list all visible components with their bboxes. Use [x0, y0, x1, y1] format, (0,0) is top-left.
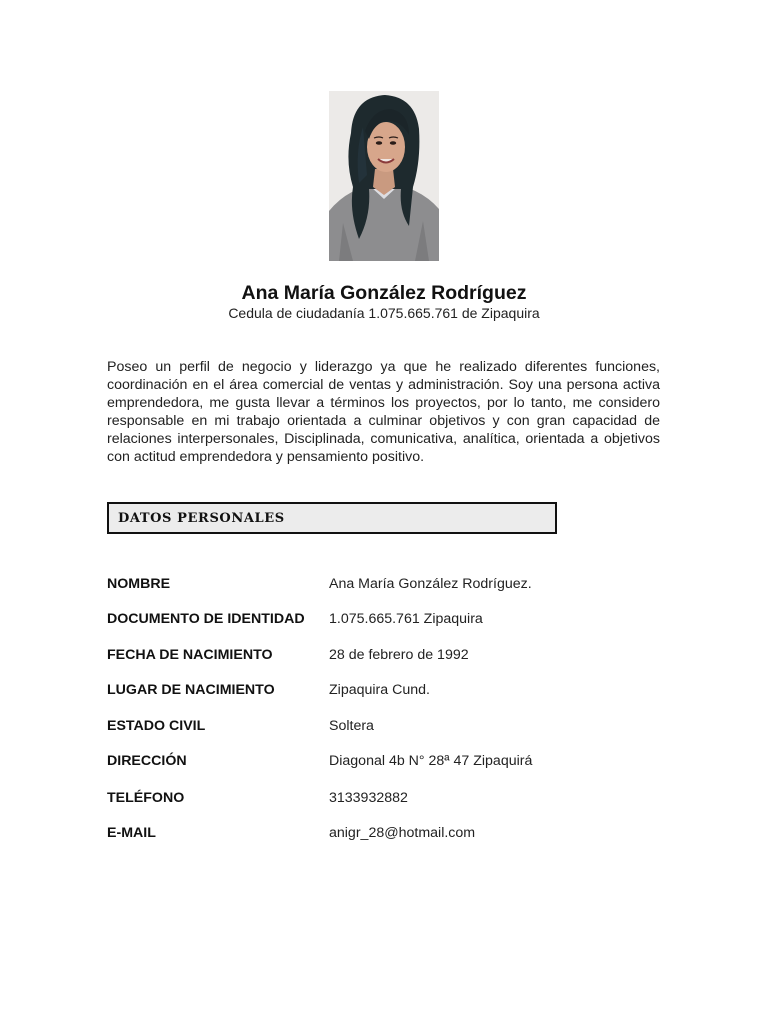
field-value-telefono: 3133932882	[329, 790, 408, 806]
field-label-email: E-MAIL	[107, 825, 156, 841]
field-value-nombre: Ana María González Rodríguez.	[329, 576, 532, 592]
section-header-box	[107, 502, 557, 534]
field-label-direccion: DIRECCIÓN	[107, 753, 187, 769]
profile-photo	[329, 91, 439, 261]
id-subtitle: Cedula de ciudadanía 1.075.665.761 de Zipaquira	[228, 305, 540, 321]
field-label-nombre: NOMBRE	[107, 576, 171, 592]
profile-summary: Poseo un perfil de negocio y liderazgo ya que he realizado diferentes funciones, coordinación en el área comercial de ventas y administración. Soy una persona activa emprendedora, me gusta llevar a términos los proyectos, por lo tanto, me considero responsable en mi trabajo orientada a culminar objetivos y con gran capacidad de relaciones interpersonales, Disciplinada, comunicativa, analítica, orientada a objetivos con actitud emprendedora y pensamiento positivo.	[107, 359, 660, 465]
field-label-documento: DOCUMENTO DE IDENTIDAD	[107, 611, 305, 627]
field-value-lugar-nacimiento: Zipaquira Cund.	[329, 682, 430, 698]
field-value-estado-civil: Soltera	[329, 718, 374, 734]
field-value-email: anigr_28@hotmail.com	[329, 825, 476, 841]
field-label-estado-civil: ESTADO CIVIL	[107, 718, 206, 734]
candidate-name: Ana María González Rodríguez	[241, 282, 527, 304]
field-value-direccion: Diagonal 4b N° 28ª 47 Zipaquirá	[329, 753, 533, 769]
field-label-lugar-nacimiento: LUGAR DE NACIMIENTO	[107, 682, 275, 698]
field-label-fecha-nacimiento: FECHA DE NACIMIENTO	[107, 647, 273, 663]
field-label-telefono: TELÉFONO	[107, 790, 185, 806]
field-value-fecha-nacimiento: 28 de febrero de 1992	[329, 647, 469, 663]
portrait-image	[329, 91, 439, 261]
field-value-documento: 1.075.665.761 Zipaquira	[329, 611, 483, 627]
section-title: DATOS PERSONALES	[118, 511, 285, 526]
